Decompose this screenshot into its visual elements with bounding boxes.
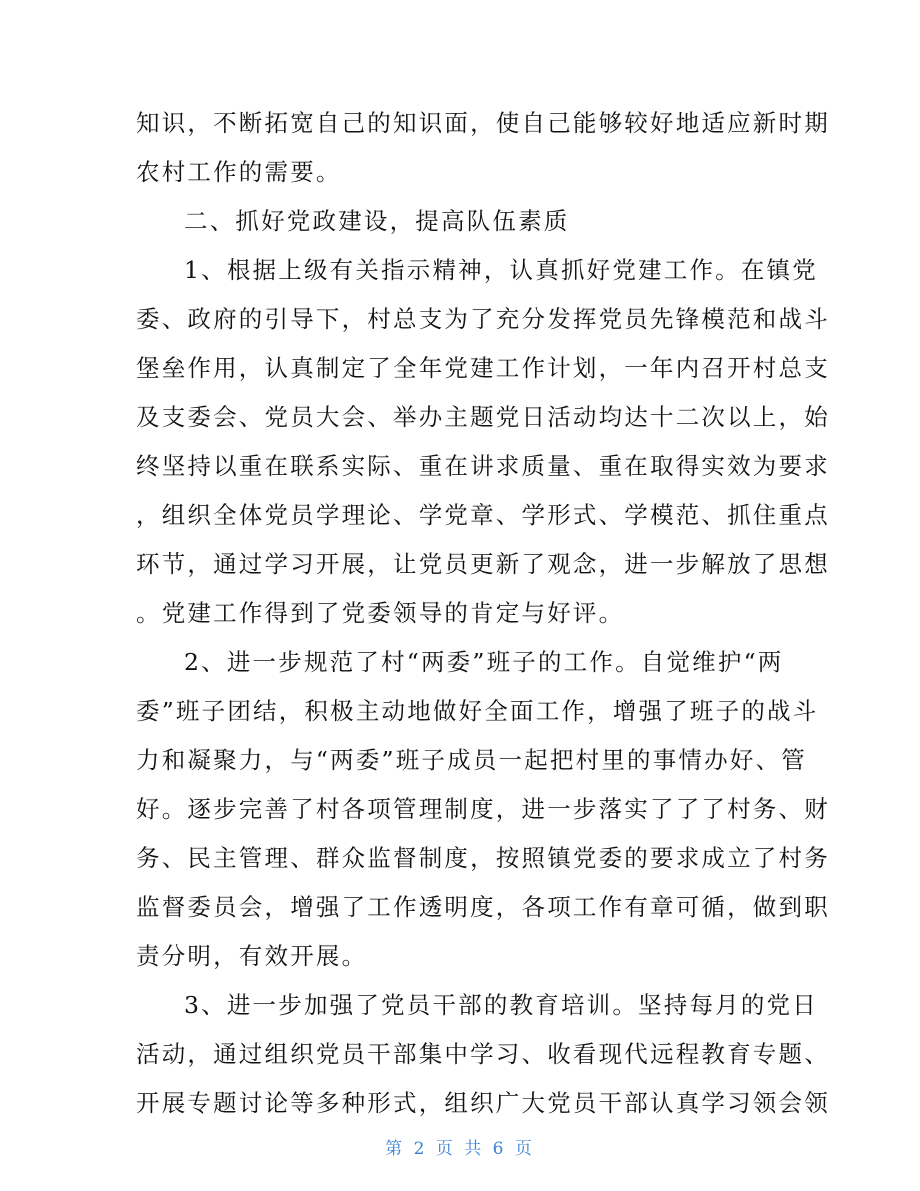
body-text-line: 好。逐步完善了村各项管理制度，进一步落实了了了村务、财 bbox=[136, 795, 830, 823]
body-text-line: 农村工作的需要。 bbox=[136, 158, 342, 186]
body-text-line: 终坚持以重在联系实际、重在讲求质量、重在取得实效为要求 bbox=[136, 452, 830, 480]
body-text-line: 责分明，有效开展。 bbox=[136, 942, 368, 970]
body-text-line: 知识，不断拓宽自己的知识面，使自己能够较好地适应新时期 bbox=[136, 109, 830, 137]
body-text-line: 及支委会、党员大会、举办主题党日活动均达十二次以上，始 bbox=[136, 403, 830, 431]
body-text-line: 力和凝聚力，与“两委”班子成员一起把村里的事情办好、管 bbox=[136, 746, 807, 774]
body-text-line: 务、民主管理、群众监督制度，按照镇党委的要求成立了村务 bbox=[136, 844, 830, 872]
body-text-line: 监督委员会，增强了工作透明度，各项工作有章可循，做到职 bbox=[136, 893, 830, 921]
body-text-line: 堡垒作用，认真制定了全年党建工作计划，一年内召开村总支 bbox=[136, 354, 830, 382]
section-heading: 二、抓好党政建设，提高队伍素质 bbox=[184, 207, 570, 235]
body-text-line: 委、政府的引导下，村总支为了充分发挥党员先锋模范和战斗 bbox=[136, 305, 830, 333]
body-text-line: 环节，通过学习开展，让党员更新了观念，进一步解放了思想 bbox=[136, 550, 830, 578]
body-text-line: 1、根据上级有关指示精神，认真抓好党建工作。在镇党 bbox=[184, 256, 818, 284]
body-text-line: 2、进一步规范了村“两委”班子的工作。自觉维护“两 bbox=[184, 648, 784, 676]
page-number-footer: 第 2 页 共 6 页 bbox=[385, 1139, 535, 1159]
body-text-line: 委”班子团结，积极主动地做好全面工作，增强了班子的战斗 bbox=[136, 697, 819, 725]
body-text-line: 开展专题讨论等多种形式，组织广大党员干部认真学习领会领 bbox=[136, 1089, 830, 1117]
body-text-line: ，组织全体党员学理论、学党章、学形式、学模范、抓住重点 bbox=[136, 501, 830, 529]
body-text-line: 。党建工作得到了党委领导的肯定与好评。 bbox=[136, 599, 625, 627]
body-text-line: 3、进一步加强了党员干部的教育培训。坚持每月的党日 bbox=[184, 991, 818, 1019]
body-text-line: 活动，通过组织党员干部集中学习、收看现代远程教育专题、 bbox=[136, 1040, 830, 1068]
